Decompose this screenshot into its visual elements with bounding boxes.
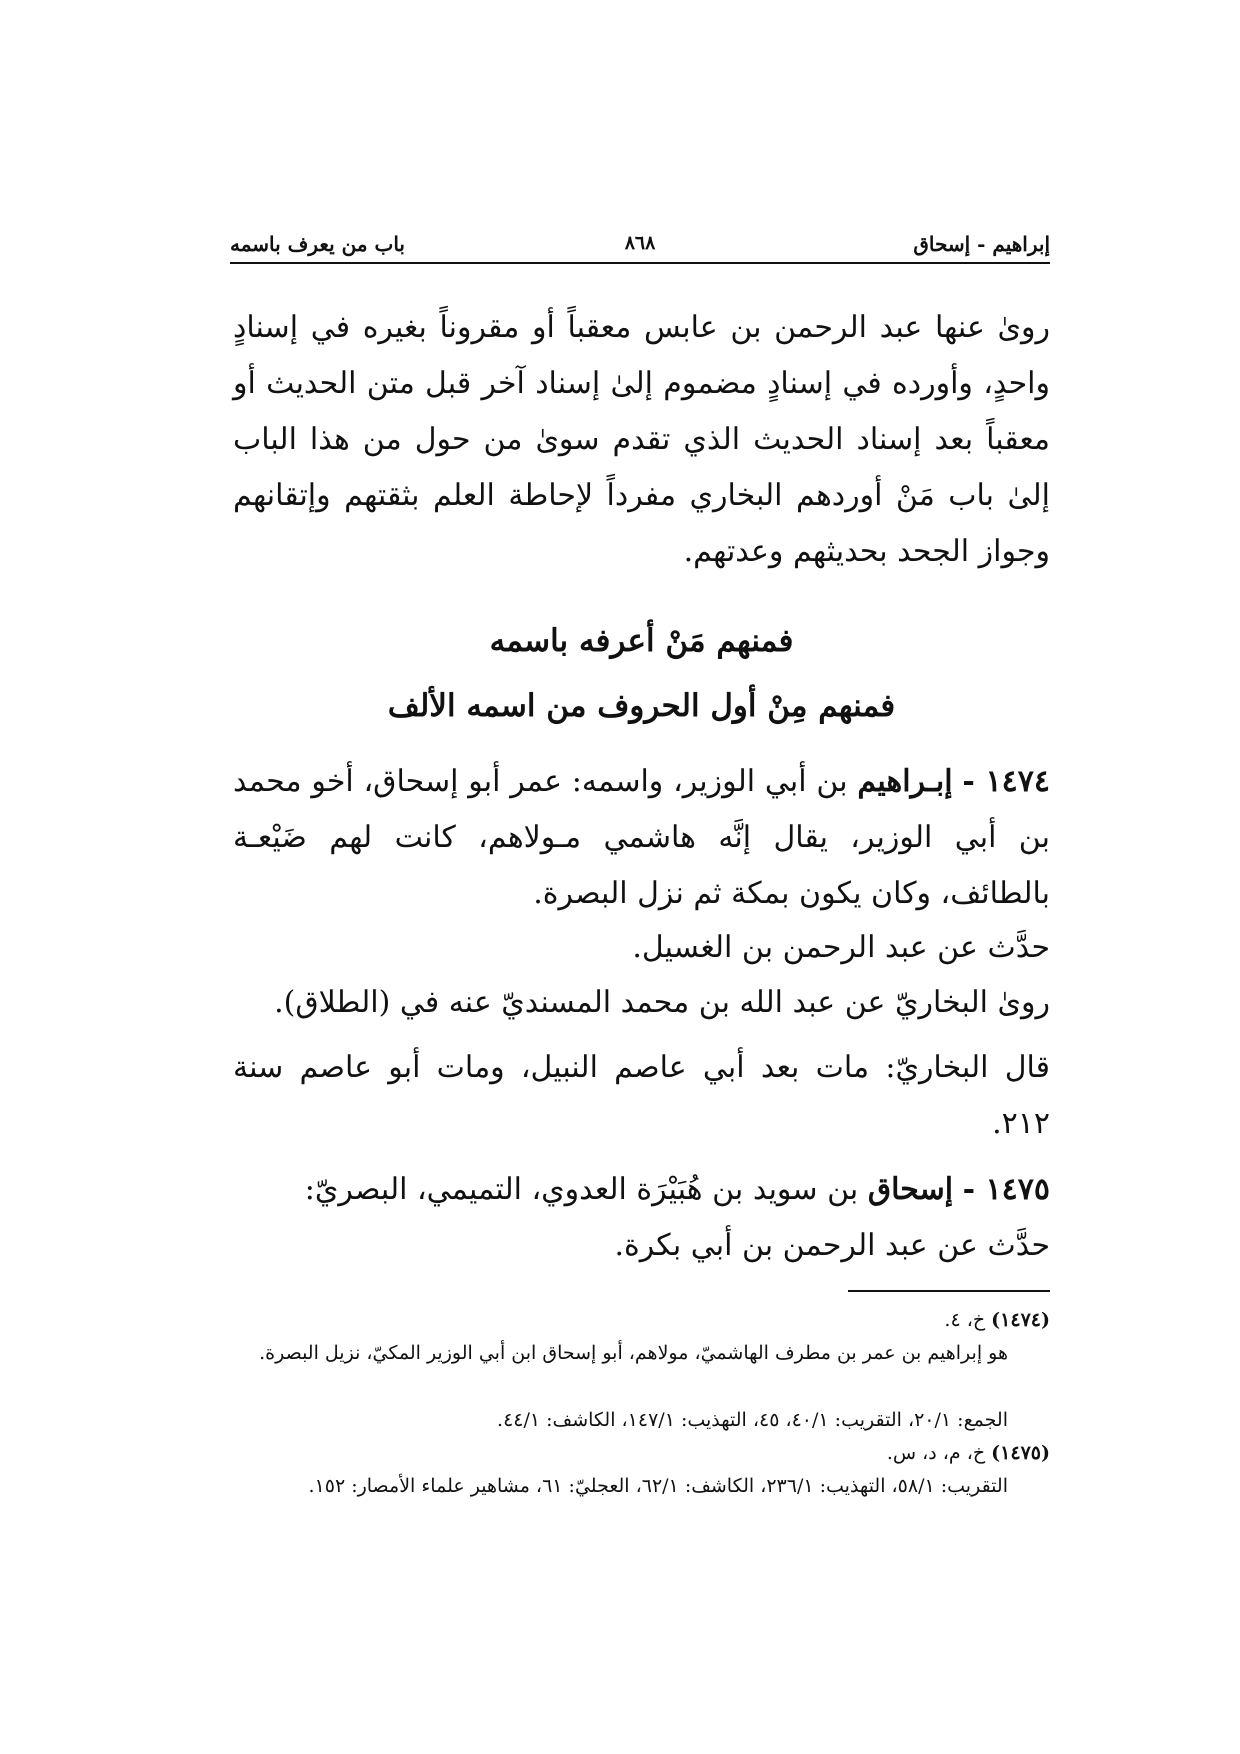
footnote-1474-codes: [233, 1304, 1050, 1337]
entry-name: إبـراهيم: [857, 764, 953, 799]
footnote-rule: [848, 1290, 1050, 1292]
header-chapter-title: باب من يعرف باسمه: [230, 232, 405, 256]
running-header: [230, 228, 1050, 262]
entry-1475-narrated-from: حدَّث عن عبد الرحمن بن أبي بكرة.: [614, 1228, 1050, 1263]
entry-1475: [233, 1162, 1050, 1274]
entry-1474-narrated-from: حدَّث عن عبد الرحمن بن الغسيل.: [632, 930, 1050, 965]
footnote-1474-description: هو إبراهيم بن عمر بن مطرف الهاشميّ، مولاهم، أبو إسحاق ابن أبي الوزير المكيّ، نزيل البصرة.: [259, 1342, 1008, 1364]
entry-1474-narrated-by: روىٰ البخاريّ عن عبد الله بن محمد المسنديّ عنه في (الطلاق).: [274, 985, 1050, 1020]
entry-text: بن سويد بن هُبَيْرَة العدوي، التميمي، البصريّ:: [304, 1172, 859, 1207]
entry-1474: [233, 754, 1050, 922]
entry-number: ١٤٧٤ -: [962, 764, 1050, 799]
subsection-heading: فمنهم مِنْ أول الحروف من اسمه الألف: [387, 688, 896, 724]
entry-text: بن أبي الوزير، واسمه: عمر أبو إسحاق، أخو محمد بن أبي الوزير، يقال إنَّه هاشمي مـولاهم، كانت لهم ضَيْعـة بالطائف، وكان يكون بمكة ثم نزل البصرة.: [233, 764, 1050, 911]
entry-number: ١٤٧٥ -: [962, 1172, 1050, 1207]
footnote-1475-references: التقريب: ٥٨/١، التهذيب: ٢٣٦/١، الكاشف: ٦٢/١، العجليّ: ٦١، مشاهير علماء الأمصار: ١٥٢.: [308, 1475, 1008, 1497]
header-section-title: إبراهيم - إسحاق: [913, 232, 1050, 256]
footnote-1475-codes: [233, 1437, 1050, 1470]
entry-name: إسحاق: [867, 1172, 954, 1207]
section-heading: فمنهم مَنْ أعرفه باسمه: [489, 623, 794, 659]
entry-1474-death: قال البخاريّ: مات بعد أبي عاصم النبيل، ومات أبو عاصم سنة ٢١٢.: [233, 1050, 1050, 1141]
intro-paragraph: روىٰ عنها عبد الرحمن بن عابس معقباً أو مقروناً بغيره في إسنادٍ واحدٍ، وأورده في إسنادٍ مضموم إلىٰ إسناد آخر قبل متن الحديث أو معقباً بعد إسناد الحديث الذي تقدم سوىٰ من حول من هذا الباب إلىٰ باب مَنْ أوردهم البخاري مفرداً لإحاطة العلم بثقتهم وإتقانهم وجواز الجحد بحديثهم وعدتهم.: [233, 310, 1051, 569]
footnote-text: خ، ٤.: [944, 1309, 986, 1331]
footnote-number: (١٤٧٤): [991, 1309, 1050, 1331]
footnote-text: خ، م، د، س.: [886, 1442, 986, 1464]
footnote-number: (١٤٧٥): [991, 1442, 1050, 1464]
header-rule: [230, 262, 1050, 264]
page-number: ٨٦٨: [624, 232, 656, 254]
footnote-1474-references: الجمع: ٢٠/١، التقريب: ٤٠/١، ٤٥، التهذيب: ١٤٧/١، الكاشف: ٤٤/١.: [497, 1409, 1008, 1431]
